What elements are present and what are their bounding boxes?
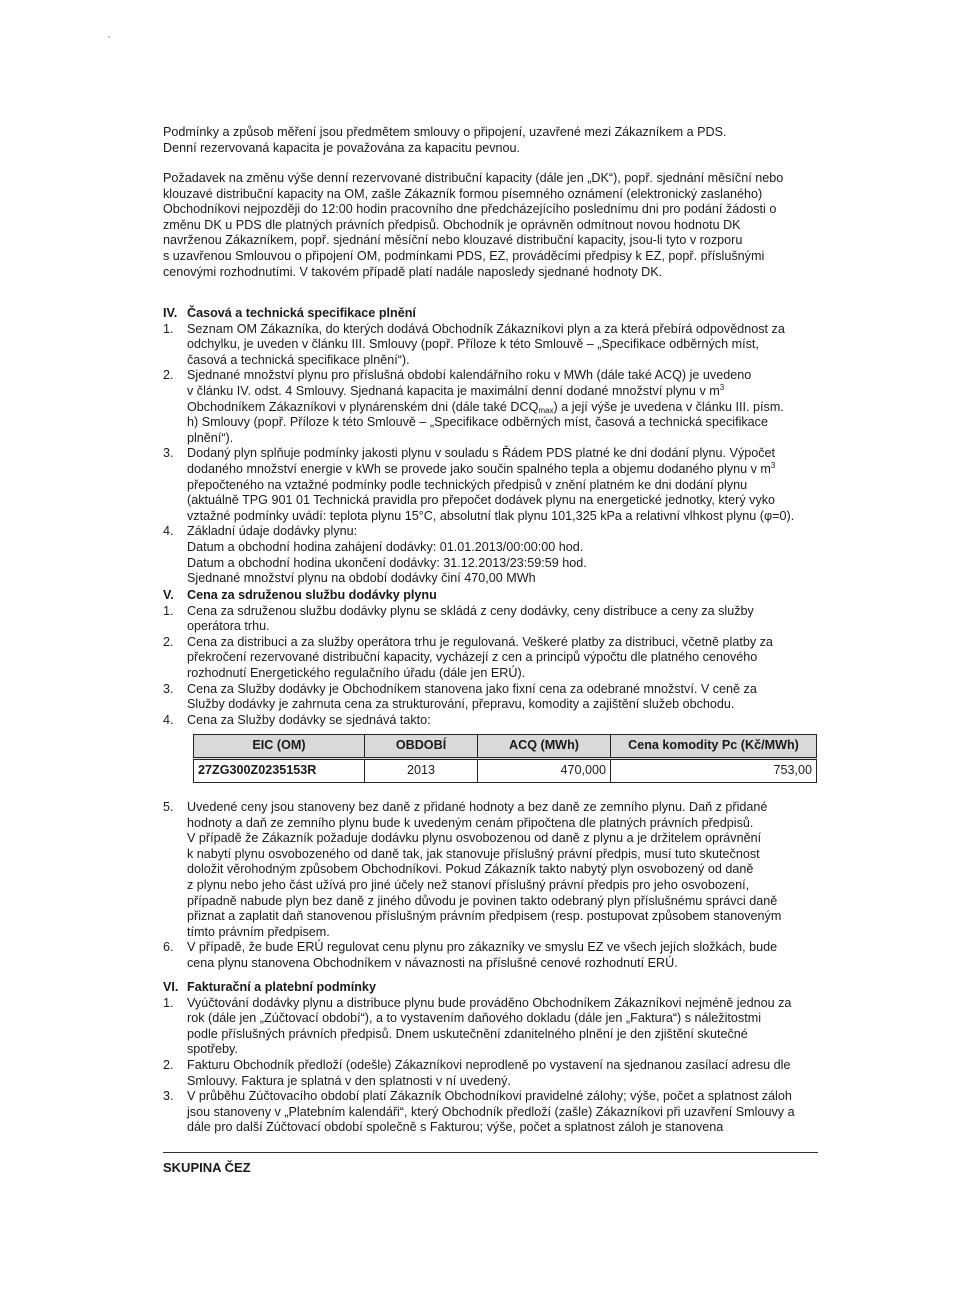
item-number: 1.	[163, 995, 174, 1010]
table-row	[194, 759, 817, 783]
section-title: Fakturační a platební podmínky	[187, 980, 376, 994]
text-line: Seznam OM Zákazníka, do kterých dodává Obchodník Zákazníkovi plyn a za která přebírá odpovědnost za	[187, 321, 785, 336]
item-number: 1.	[163, 603, 174, 618]
list-item	[163, 524, 823, 586]
text-line: h) Smlouvy (popř. Příloze k této Smlouvě – „Specifikace odběrných míst, časová a technická specifikace	[187, 415, 768, 430]
text-line: plnění“).	[187, 430, 234, 445]
list-item	[163, 996, 823, 1058]
superscript: 3	[719, 382, 725, 392]
text-line: Denní rezervovaná kapacita je považována za kapacitu pevnou.	[163, 140, 521, 155]
text-line: Smlouvy. Faktura je splatná v den splatnosti v ní uvedený.	[187, 1073, 511, 1088]
section-title: Časová a technická specifikace plnění	[187, 306, 416, 320]
item-number: 4.	[163, 524, 174, 539]
text-line: přepočteného na vztažné podmínky podle technických předpisů v znění platném ke dni dodání plynu	[187, 477, 748, 492]
item-number: 3.	[163, 681, 174, 696]
text-line: Cena za Služby dodávky je Obchodníkem stanovena jako fixní cena za odebrané množství. V ceně za	[187, 681, 757, 696]
section-vi	[163, 980, 823, 1136]
text-line: odchylku, je uveden v článku III. Smlouvy (popř. Příloze k této Smlouvě – „Specifikace odběrných míst,	[187, 337, 759, 352]
text-line: klouzavé distribuční kapacity na OM, zašle Zákazník formou písemného oznámení (elektronický zaslaného)	[163, 186, 763, 201]
text-line: (aktuálně TPG 901 01 Technická pravidla pro přepočet dodávek plynu na energetické jednotky, který vyko	[187, 493, 776, 508]
list-item	[163, 635, 823, 682]
subscript: max	[538, 405, 554, 415]
text-line: V průběhu Zúčtovacího období platí Zákazník Obchodníkovi pravidelné zálohy; výše, počet a splatnost záloh	[187, 1089, 792, 1104]
text-line: překročení rezervované distribuční kapacity, vycházejí z cen a principů výpočtu dle platného cenového	[187, 650, 758, 665]
text-line: spotřeby.	[187, 1042, 238, 1057]
text-line	[187, 462, 823, 478]
list-item	[163, 604, 823, 635]
list-item	[163, 1089, 823, 1136]
list-item	[163, 322, 823, 369]
list-item	[163, 713, 823, 729]
text-line: Datum a obchodní hodina ukončení dodávky: 31.12.2013/23:59:59 hod.	[187, 555, 587, 570]
text-line: z plynu nebo jeho část užívá pro jiné účely než stanoví příslušný právní předpis pro jeho osvobození,	[187, 877, 750, 892]
text-line: Sjednané množství plynu pro příslušná období kalendářního roku v MWh (dále také ACQ) je uvedeno	[187, 368, 752, 383]
item-number: 2.	[163, 368, 174, 383]
intro-paragraph-2	[163, 171, 823, 280]
item-number: 4.	[163, 712, 174, 727]
intro-paragraph-1	[163, 125, 823, 156]
text-line: přiznat a zaplatit daň stanovenou příslušným právním předpisem (resp. postupovat způsobem stanoveným	[187, 909, 782, 924]
item-number: 3.	[163, 1089, 174, 1104]
text-line: V případě, že bude ERÚ regulovat cenu plynu pro zákazníky ve smyslu EZ ve všech jejích složkách, bude	[187, 940, 778, 955]
table-cell: 470,000	[478, 759, 611, 783]
list-item	[163, 682, 823, 713]
table-cell: 2013	[365, 759, 478, 783]
item-number: 2.	[163, 634, 174, 649]
text-line: Cena za distribuci a za služby operátora trhu je regulovaná. Veškeré platby za distribuci, včetně platby za	[187, 634, 773, 649]
table-cell: 753,00	[611, 759, 817, 783]
item-number: 6.	[163, 940, 174, 955]
footer-divider	[163, 1152, 818, 1153]
section-iv	[163, 306, 823, 587]
footer-company-name: SKUPINA ČEZ	[163, 1160, 251, 1175]
text-line: Základní údaje dodávky plynu:	[187, 524, 358, 539]
text-line: Požadavek na změnu výše denní rezervované distribuční kapacity (dále jen „DK“), popř. sjednání měsíční nebo	[163, 171, 784, 185]
list-item	[163, 368, 823, 446]
section-v-continued	[163, 800, 823, 972]
item-number: 3.	[163, 446, 174, 461]
text-line: k nabytí plynu osvobozeného od daně tak, jak stanovuje příslušný právní předpis, musí tuto skutečnost	[187, 846, 760, 861]
text-line: hodnoty a daň ze zemního plynu bude k uvedeným cenám připočtena dle platných právních předpisů.	[187, 815, 754, 830]
text-line: Datum a obchodní hodina zahájení dodávky: 01.01.2013/00:00:00 hod.	[187, 539, 584, 554]
item-number: 1.	[163, 321, 174, 336]
text-line: s uzavřenou Smlouvou o připojení OM, podmínkami PDS, EZ, prováděcími předpisy k EZ, popř. příslušnými	[163, 248, 765, 263]
item-number: 2.	[163, 1057, 174, 1072]
text-line: Fakturu Obchodník předloží (odešle) Zákazníkovi neprodleně po vystavení na sjednanou zasílací adresu dle	[187, 1057, 791, 1072]
text-line: rok (dále jen „Zúčtovací období“), a to vystavením daňového dokladu (dále jen „Faktura“) s náležitostmi	[187, 1011, 761, 1026]
item-number: 5.	[163, 800, 174, 814]
column-header: OBDOBÍ	[365, 735, 478, 759]
text-line: Uvedené ceny jsou stanoveny bez daně z přidané hodnoty a bez daně ze zemního plynu. Daň z přidané	[187, 800, 768, 814]
text-line: časová a technická specifikace plnění“).	[187, 352, 410, 367]
text-line	[187, 400, 823, 416]
column-header: ACQ (MWh)	[478, 735, 611, 759]
text-line: vztažné podmínky uvádí: teplota plynu 15°C, absolutní tlak plynu 101,325 kPa a relativní vlhkost plynu (φ=0).	[187, 508, 795, 523]
list-item	[163, 800, 823, 940]
text-line: Sjednané množství plynu na období dodávky činí 470,00 MWh	[187, 571, 536, 586]
text-line: jsou stanoveny v „Platebním kalendáři“, který Obchodník předloží (zašle) Zákazníkovi při uzavření Smlouvy a	[187, 1104, 795, 1119]
list-item	[163, 1058, 823, 1089]
section-heading	[163, 980, 823, 996]
section-number: IV.	[163, 306, 178, 320]
section-heading	[163, 588, 823, 604]
list-item	[163, 940, 823, 971]
text-line: Služby dodávky je zahrnuta cena za strukturování, přepravu, komodity a zajištění služeb obchodu.	[187, 697, 735, 712]
text-line: rozhodnutí Energetického regulačního úřadu (dále jen ERÚ).	[187, 665, 526, 680]
text-line: případně nabude plyn bez daně z jiného důvodu je povinen takto odebraný plyn příslušnému správci daně	[187, 893, 778, 908]
text-line: dále pro další Zúčtovací období společně s Fakturou; výše, počet a splatnost záloh je stanovena	[187, 1120, 724, 1135]
column-header: EIC (OM)	[194, 735, 365, 759]
table-cell: 27ZG300Z0235153R	[194, 759, 365, 783]
text-line: změnu DK u PDS dle platných právních předpisů. Obchodník je oprávněn odmítnout novou hodnotu DK	[163, 217, 741, 232]
text-line: navrženou Zákazníkem, popř. sjednání měsíční nebo klouzavé distribuční kapacity, jsou-li tyto v rozporu	[163, 233, 743, 248]
list-item	[163, 446, 823, 524]
text-line: V případě že Zákazník požaduje dodávku plynu osvobozenou od daně z plynu a je držitelem oprávnění	[187, 831, 762, 846]
section-number: V.	[163, 588, 174, 602]
section-v	[163, 588, 823, 728]
text-run: dodaného množství energie v kWh se provede jako součin spalného tepla a objemu dodaného plynu v m	[187, 461, 771, 476]
text-line: podle příslušných právních předpisů. Dnem uskutečnění zdanitelného plnění je den zjištění skutečné	[187, 1026, 748, 1041]
column-header: Cena komodity Pc (Kč/MWh)	[611, 735, 817, 759]
text-line: Dodaný plyn splňuje podmínky jakosti plynu v souladu s Řádem PDS platné ke dni dodání plynu. Výpočet	[187, 446, 776, 461]
text-line: Obchodníkovi nejpozději do 12:00 hodin pracovního dne předcházejícího poslednímu dni pro podání žádosti o	[163, 202, 777, 217]
text-line: Cena za sdruženou službu dodávky plynu se skládá z ceny dodávky, ceny distribuce a ceny za služby	[187, 603, 754, 618]
section-title: Cena za sdruženou službu dodávky plynu	[187, 588, 437, 602]
text-line: Cena za Služby dodávky se sjednává takto:	[187, 712, 431, 727]
text-line: operátora trhu.	[187, 619, 270, 634]
text-line: Vyúčtování dodávky plynu a distribuce plynu bude prováděno Obchodníkem Zákazníkovi nejméně jednou za	[187, 995, 792, 1010]
scan-speck	[108, 36, 110, 38]
price-table	[193, 734, 817, 783]
table-header-row	[194, 735, 817, 759]
superscript: 3	[770, 460, 776, 470]
text-run: Obchodníkem Zákazníkovi v plynárenském dni (dále také DCQ	[187, 399, 539, 414]
text-line: tímto právním předpisem.	[187, 924, 330, 939]
text-run: ) a její výše je uvedena v článku III. písm.	[553, 399, 784, 414]
text-line: cena plynu stanovena Obchodníkem v návaznosti na příslušné cenové rozhodnutí ERÚ.	[187, 955, 678, 970]
text-line: cenovými rozhodnutími. V takovém případě platí nadále naposledy sjednané hodnoty DK.	[163, 264, 663, 279]
text-line: Podmínky a způsob měření jsou předmětem smlouvy o připojení, uzavřené mezi Zákazníkem a PDS.	[163, 125, 727, 139]
text-run: v článku IV. odst. 4 Smlouvy. Sjednaná kapacita je maximální denní dodané množství plynu v m	[187, 383, 720, 398]
text-line: doložit věrohodným způsobem Obchodníkovi. Pokud Zákazník takto nabytý plyn osvobozený od daně	[187, 862, 754, 877]
section-number: VI.	[163, 980, 179, 994]
text-line	[187, 384, 823, 400]
section-heading	[163, 306, 823, 322]
